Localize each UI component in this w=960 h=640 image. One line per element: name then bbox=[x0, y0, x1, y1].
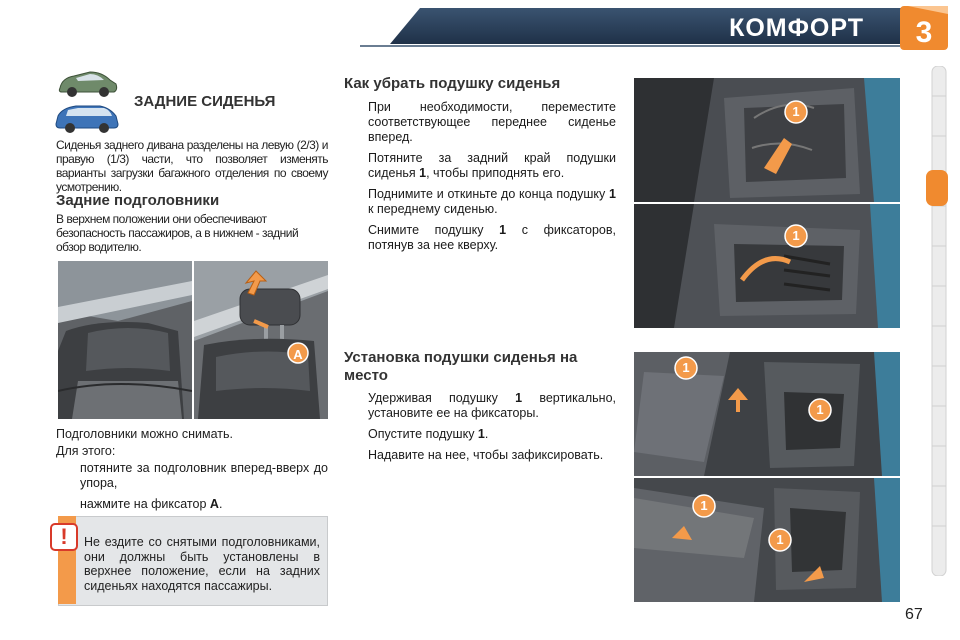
list-item: Удерживая подушку 1 вертикально, установите ее на фиксаторы. bbox=[368, 391, 616, 420]
headrest-steps bbox=[56, 461, 328, 518]
list-item: нажмите на фиксатор A. bbox=[80, 497, 223, 511]
chapter-number: 3 bbox=[915, 16, 933, 49]
warning-text: Не ездите со снятыми подголовниками, они должны быть установлены в верхнее положение, если на задних сиденьях находятся пассажиры. bbox=[84, 535, 320, 593]
removable-note: Подголовники можно снимать. bbox=[56, 427, 233, 441]
callout-1: 1 bbox=[792, 228, 800, 243]
hatchback-car-icon bbox=[54, 66, 120, 98]
minivan-car-icon bbox=[52, 102, 122, 134]
list-item: потяните за подголовник вперед-вверх до упора, bbox=[80, 461, 328, 490]
callout-1: 1 bbox=[816, 402, 824, 417]
headrest-photo-release bbox=[194, 261, 328, 419]
remove-cushion-steps bbox=[344, 100, 616, 259]
chapter-tab-strip bbox=[926, 66, 948, 576]
callout-1: 1 bbox=[682, 360, 690, 375]
list-item: Снимите подушку 1 с фиксаторов, потянув за нее кверху. bbox=[368, 223, 616, 252]
cushion-photo-press bbox=[634, 478, 900, 602]
header-bar bbox=[360, 0, 960, 52]
list-item: Потяните за задний край подушки сиденья 1, чтобы приподнять его. bbox=[368, 151, 616, 180]
cushion-photo-install bbox=[634, 352, 900, 476]
headrest-paragraph: В верхнем положении они обеспечивают безопасность пассажиров, а в нижнем - задний обзор водителю. bbox=[56, 212, 299, 254]
callout-1: 1 bbox=[700, 498, 708, 513]
list-item: Опустите подушку 1. bbox=[368, 427, 489, 441]
install-cushion-steps bbox=[344, 391, 616, 469]
cushion-photo-lift bbox=[634, 78, 900, 202]
remove-cushion-title: Как убрать подушку сиденья bbox=[344, 75, 561, 92]
callout-1: 1 bbox=[776, 532, 784, 547]
callout-a: A bbox=[293, 347, 303, 362]
headrest-photo-up bbox=[58, 261, 192, 419]
callout-1: 1 bbox=[792, 104, 800, 119]
chapter-title: КОМФОРТ bbox=[729, 14, 864, 42]
list-item: Поднимите и откиньте до конца подушку 1 к переднему сиденью. bbox=[368, 187, 616, 216]
to-do-label: Для этого: bbox=[56, 444, 116, 458]
install-cushion-title: Установка подушки сиденья на место bbox=[344, 349, 578, 384]
warning-glyph: ! bbox=[60, 524, 68, 549]
list-item: При необходимости, переместите соответствующее переднее сиденье вперед. bbox=[368, 100, 616, 144]
main-title: ЗАДНИЕ СИДЕНЬЯ bbox=[134, 93, 276, 110]
page-number: 67 bbox=[905, 606, 923, 623]
headrest-title: Задние подголовники bbox=[56, 192, 220, 209]
cushion-photo-tilt bbox=[634, 204, 900, 328]
intro-paragraph: Сиденья заднего дивана разделены на левую (2/3) и правую (1/3) части, что позволяет изменять варианты загрузки багажного отделения по своему усмотрению. bbox=[56, 138, 328, 194]
list-item: Надавите на нее, чтобы зафиксировать. bbox=[368, 448, 604, 462]
